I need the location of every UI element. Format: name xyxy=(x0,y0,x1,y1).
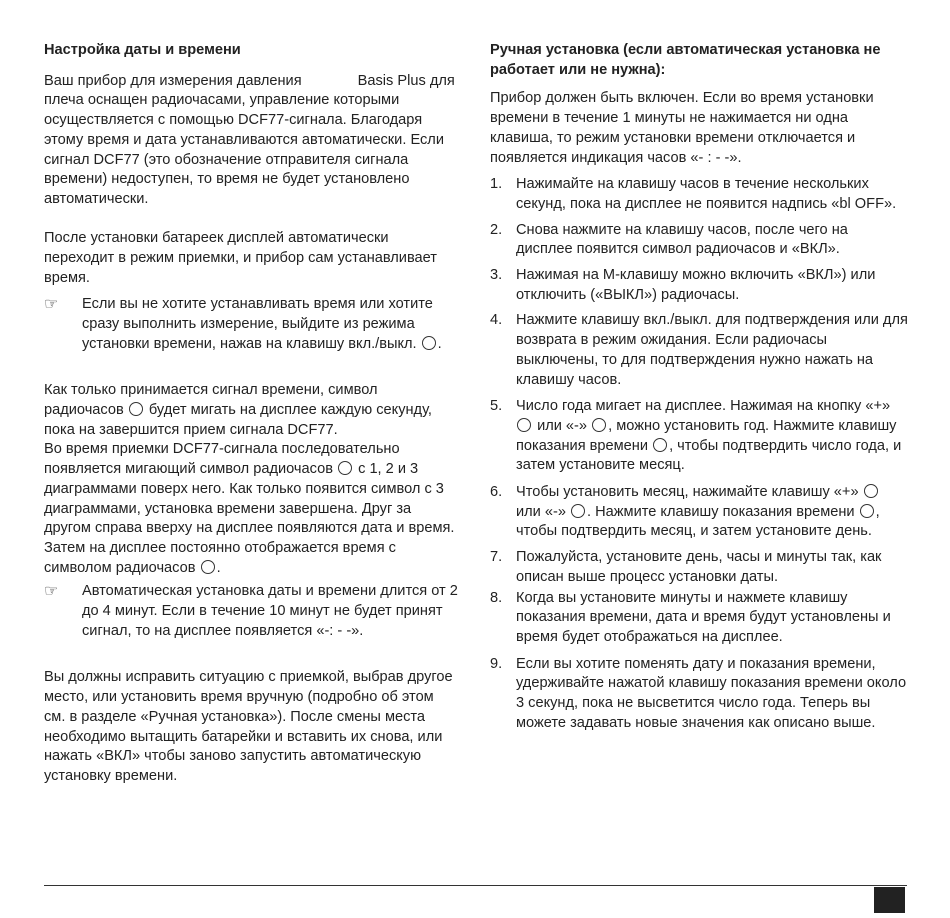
pointing-hand-icon: ☞ xyxy=(44,296,59,314)
steps-list xyxy=(490,175,908,733)
list-item: 6. Чтобы установить месяц, нажимайте клавишу «+» или «-» . Нажмите клавишу показания времени , чтобы подтвердить месяц, и затем установите день. xyxy=(490,484,880,540)
circle-button-icon xyxy=(201,560,215,574)
signal-paragraph: Как только принимается сигнал времени, символ радиочасов будет мигать на дисплее каждую секунду, пока на завершится прием сигнала DCF77. Во время приемки DCF77-сигнала последовательно появляется мигающий символ радиочасов с 1, 2 и 3 диаграммами поверх него. Как только появится символ с 3 диаграммами, установка времени завершена. Друг за другом справа вверху на дисплее появляются дата и время. Затем на дисплее постоянно отображается время с символом радиочасов . xyxy=(44,382,455,576)
circle-button-icon xyxy=(653,438,667,452)
circle-button-icon xyxy=(422,336,436,350)
circle-button-icon xyxy=(864,484,878,498)
list-item: 7. Пожалуйста, установите день, часы и минуты так, как описан выше процесс установки даты. xyxy=(490,549,882,585)
circle-button-icon xyxy=(517,418,531,432)
circle-button-icon xyxy=(592,418,606,432)
circle-button-icon xyxy=(571,504,585,518)
pointing-hand-icon: ☞ xyxy=(44,583,59,601)
footer-rule xyxy=(44,885,907,886)
reception-paragraph: Вы должны исправить ситуацию с приемкой, выбрав другое место, или установить время вручную (подробно об этом см. в разделе «Ручная установка»). После смены места необходимо вытащить батарейки и вставить их снова, или нажать «ВКЛ» чтобы заново запустить автоматическую установку времени. xyxy=(44,669,453,784)
battery-paragraph: После установки батареек дисплей автоматически переходит в режим приемки, и прибор сам устанавливает время. xyxy=(44,230,437,286)
list-item: 9. Если вы хотите поменять дату и показания времени, удерживайте нажатой клавишу показания времени около 3 секунд, пока не высветится число года. Теперь вы можете задавать новые значения как описано выше. xyxy=(490,655,907,731)
circle-button-icon xyxy=(338,461,352,475)
intro-paragraph: Ваш прибор для измерения давления Basis Plus для плеча оснащен радиочасами, управление которыми осуществляется с помощью DCF77-сигнала. Благодаря этому время и дата устанавливаются автоматически. Если сигнал DCF77 (это обозначение отправителя сигнала времени) недоступен, то время не будет установлено автоматически. xyxy=(44,72,455,207)
brand-name: Basis Plus xyxy=(357,72,426,89)
list-item: 5. Число года мигает на дисплее. Нажимая на кнопку «+» или «-» , можно установить год. Нажмите клавишу показания времени , чтобы подтвердить число года, и затем установите месяц. xyxy=(490,398,902,474)
circle-button-icon xyxy=(129,402,143,416)
note-skip-setup: ☞ Если вы не хотите устанавливать время или хотите сразу выполнить измерение, выйдите из режима установки времени, нажав на клавишу вкл./выкл. . xyxy=(44,296,442,352)
heading-date-time: Настройка даты и времени xyxy=(44,42,241,58)
heading-manual-setup: Ручная установка (если автоматическая установка не работает или не нужна): xyxy=(490,42,881,78)
list-item: 4. Нажмите клавишу вкл./выкл. для подтверждения или для возврата в режим ожидания. Если радиочасы выключены, то для подтверждения нужно нажать на клавишу часов. xyxy=(490,312,908,388)
circle-button-icon xyxy=(860,504,874,518)
left-column xyxy=(44,41,459,787)
list-item: 3. Нажимая на М-клавишу можно включить «ВКЛ») или отключить («ВЫКЛ») радиочасы. xyxy=(490,267,876,303)
manual-intro: Прибор должен быть включен. Если во время установки времени в течение 1 минуты не нажимается ни одна клавиша, то режим установки времени отключается и появляется индикация часов «- : - -». xyxy=(490,90,874,166)
list-item: 1. Нажимайте на клавишу часов в течение нескольких секунд, пока на дисплее не появится надпись «bl OFF». xyxy=(490,176,897,212)
list-item: 8. Когда вы установите минуты и нажмете клавишу показания времени, дата и время будут установлены и время будет отображаться на дисплее. xyxy=(490,589,891,645)
list-item: 2. Снова нажмите на клавишу часов, после чего на дисплее появится символ радиочасов и «ВКЛ». xyxy=(490,221,848,258)
page-marker xyxy=(874,887,905,913)
note-auto-duration: ☞ Автоматическая установка даты и времени длится от 2 до 4 минут. Если в течение 10 минут не будет принят сигнал, то на дисплее появляется «-: - -». xyxy=(44,583,458,639)
right-column xyxy=(490,41,908,734)
